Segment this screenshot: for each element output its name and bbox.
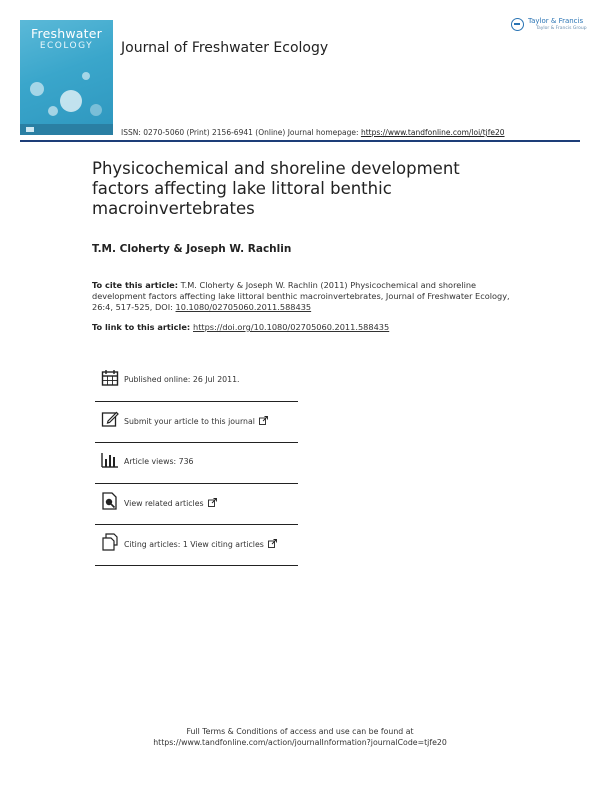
- submit-article-text: Submit your article to this journal: [124, 417, 255, 426]
- publisher-logo: [511, 16, 587, 38]
- cover-bubble: [90, 104, 102, 116]
- submit-article-link[interactable]: [124, 416, 268, 426]
- published-online-text: Published online: 26 Jul 2011.: [124, 375, 240, 384]
- related-articles-text: View related articles: [124, 499, 204, 508]
- external-link-icon: [259, 416, 268, 425]
- article-title: Physicochemical and shoreline development factors affecting lake littoral benthic macroinvertebrates: [92, 159, 460, 218]
- publisher-logo-icon: [511, 18, 524, 31]
- cover-bubble: [48, 106, 58, 116]
- article-authors: T.M. Cloherty & Joseph W. Rachlin: [92, 243, 292, 255]
- citing-articles-icon: [101, 533, 119, 551]
- citation-label: To cite this article:: [92, 280, 178, 290]
- cover-subtitle: ECOLOGY: [39, 41, 94, 51]
- article-info-list: [95, 361, 298, 566]
- edit-icon: [101, 410, 119, 428]
- issn-text: ISSN: 0270-5060 (Print) 2156-6941 (Online) Journal homepage:: [121, 128, 361, 137]
- calendar-icon: [101, 369, 119, 387]
- cover-bubble: [60, 90, 82, 112]
- article-link-line: [92, 322, 389, 332]
- publisher-logo-subtext: Taylor & Francis Group: [536, 26, 587, 31]
- submit-article-row[interactable]: [95, 402, 298, 443]
- citing-articles-text: Citing articles: 1 View citing articles: [124, 540, 264, 549]
- header-divider: [20, 140, 580, 142]
- related-articles-link[interactable]: [124, 498, 217, 508]
- citing-articles-row[interactable]: [95, 525, 298, 566]
- footer: [0, 726, 600, 748]
- footer-journal-info-link[interactable]: https://www.tandfonline.com/action/journalInformation?journalCode=tjfe20: [153, 738, 447, 747]
- publisher-logo-text: Taylor & Francis: [528, 17, 584, 25]
- bar-chart-icon: [101, 451, 119, 469]
- cover-title: Freshwater: [31, 26, 102, 41]
- published-online-row: [95, 361, 298, 402]
- search-document-icon: [101, 492, 119, 510]
- journal-title: Journal of Freshwater Ecology: [121, 40, 329, 56]
- citation-block: [92, 280, 512, 313]
- citing-articles-link[interactable]: [124, 539, 277, 549]
- footer-terms-text: Full Terms & Conditions of access and use can be found at: [186, 727, 414, 736]
- cover-publisher-mark: [26, 127, 34, 132]
- article-views-text: Article views: 736: [124, 457, 194, 466]
- article-views-row: [95, 443, 298, 484]
- related-articles-row[interactable]: [95, 484, 298, 525]
- journal-cover-image: [20, 20, 113, 135]
- cover-bubble: [82, 72, 90, 80]
- citation-doi-link[interactable]: 10.1080/02705060.2011.588435: [175, 302, 312, 312]
- citation-text: T.M. Cloherty & Joseph W. Rachlin (2011) Physicochemical and shoreline development factors affecting lake littoral benthic macroinvertebrates, Journal of Freshwater Ecology, 26:4, 517-525, DOI:: [92, 280, 510, 312]
- external-link-icon: [208, 498, 217, 507]
- article-link-label: To link to this article:: [92, 322, 193, 332]
- cover-bubble: [30, 82, 44, 96]
- article-doi-url-link[interactable]: https://doi.org/10.1080/02705060.2011.588435: [193, 322, 390, 332]
- journal-homepage-link[interactable]: https://www.tandfonline.com/loi/tjfe20: [360, 128, 505, 137]
- issn-line: [121, 128, 505, 137]
- external-link-icon: [268, 539, 277, 548]
